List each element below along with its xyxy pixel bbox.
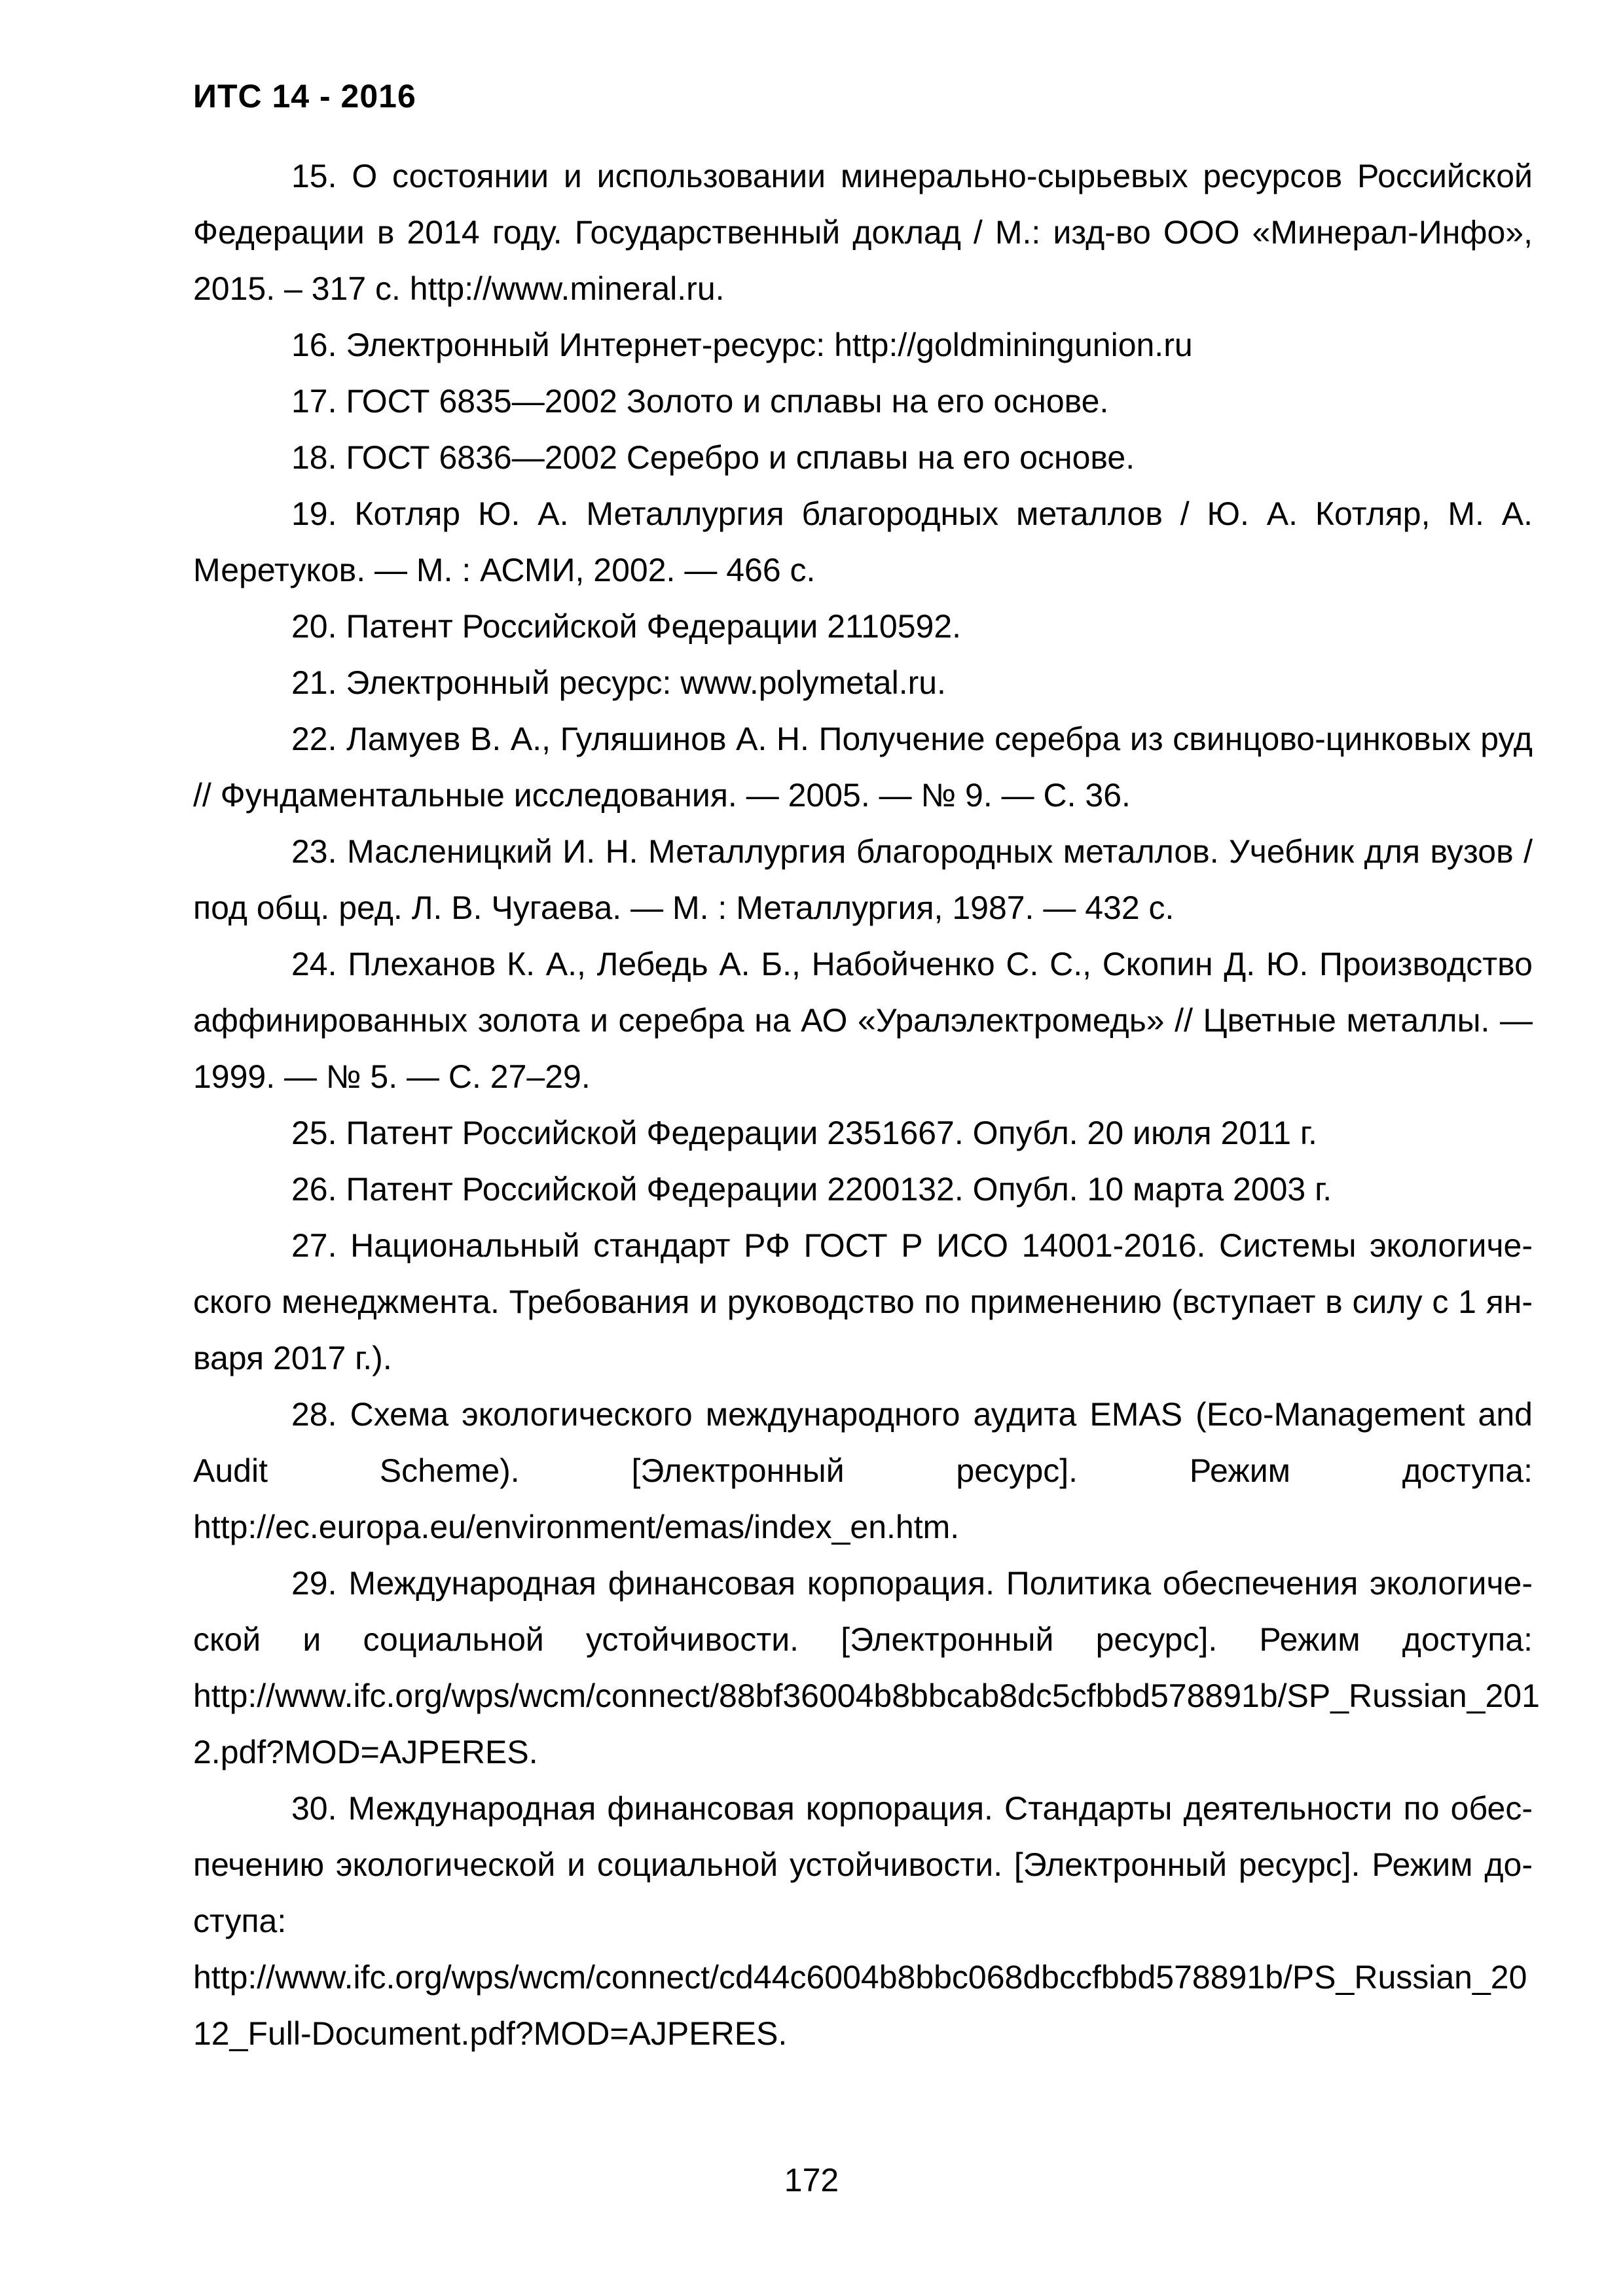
reference-28: 28. Схема экологического международного аудита EMAS (Eco-Management and Audit Scheme). [Электронный ресурс]. Режим доступа: (193, 1396, 1533, 1489)
reference-20: 20. Патент Российской Федерации 2110592. (291, 608, 962, 645)
reference-25: 25. Патент Российской Федерации 2351667. Опубл. 20 июля 2011 г. (291, 1115, 1317, 1151)
reference-15: 15. О состоянии и использовании минерально-сырьевых ресурсов Российской Федерации в 2014 году. Государственный доклад / М.: изд-во ООО «Минерал-Инфо», 2015. – 317 с. http://www.mineral.ru. (193, 158, 1533, 307)
reference-30-url-line-2: 12_Full-Document.pdf?MOD=AJPERES. (193, 2015, 788, 2052)
reference-19: 19. Котляр Ю. А. Металлургия благородных металлов / Ю. А. Котляр, М. А. Меретуков. — М. : АСМИ, 2002. — 466 с. (193, 495, 1533, 588)
document-code-header: ИТС 14 - 2016 (193, 78, 416, 115)
reference-16: 16. Электронный Интернет-ресурс: http://goldminingunion.ru (291, 327, 1193, 363)
reference-21: 21. Электронный ресурс: www.polymetal.ru. (291, 664, 946, 701)
reference-29-url-line-1: http://www.ifc.org/wps/wcm/connect/88bf36004b8bbcab8dc5cfbbd578891b/SP_Russian_201 (193, 1677, 1540, 1714)
reference-30-url[interactable] (193, 1949, 1533, 2062)
reference-29-url[interactable] (193, 1668, 1540, 1780)
reference-29: 29. Международная финансовая корпорация. Политика обеспечения экологической и социальной устойчивости. [Электронный ресурс]. Режим доступа: (193, 1565, 1533, 1658)
reference-30: 30. Международная финансовая корпорация. Стандарты деятельности по обеспечению экологической и социальной устойчивости. [Электронный ресурс]. Режим доступа: (193, 1790, 1533, 1939)
reference-27: 27. Национальный стандарт РФ ГОСТ Р ИСО 14001-2016. Системы экологического менеджмента. Требования и руководство по применению (вступает в силу с 1 января 2017 г.). (193, 1227, 1533, 1376)
reference-17: 17. ГОСТ 6835—2002 Золото и сплавы на его основе. (291, 383, 1109, 420)
reference-22: 22. Ламуев В. А., Гуляшинов А. Н. Получение серебра из свинцово-цинковых руд // Фундаментальные исследования. — 2005. — № 9. — С. 36. (193, 721, 1533, 814)
reference-30-url-line-1: http://www.ifc.org/wps/wcm/connect/cd44c6004b8bbc068dbccfbbd578891b/PS_Russian_20 (193, 1959, 1527, 1996)
reference-29-url-line-2: 2.pdf?MOD=AJPERES. (193, 1734, 538, 1770)
references-list (193, 148, 1540, 2062)
reference-23: 23. Масленицкий И. Н. Металлургия благородных металлов. Учебник для вузов / под общ. ред. Л. В. Чугаева. — М. : Металлургия, 1987. — 432 с. (193, 833, 1533, 926)
reference-24: 24. Плеханов К. А., Лебедь А. Б., Набойченко С. С., Скопин Д. Ю. Производство аффинированных золота и серебра на АО «Уралэлектромедь» // Цветные металлы. — 1999. — № 5. — С. 27–29. (193, 946, 1533, 1095)
page-number: 172 (784, 2162, 839, 2198)
reference-26: 26. Патент Российской Федерации 2200132. Опубл. 10 марта 2003 г. (291, 1171, 1332, 1208)
reference-28-url[interactable]: http://ec.europa.eu/environment/emas/index_en.htm. (193, 1509, 960, 1545)
reference-18: 18. ГОСТ 6836—2002 Серебро и сплавы на его основе. (291, 439, 1135, 476)
